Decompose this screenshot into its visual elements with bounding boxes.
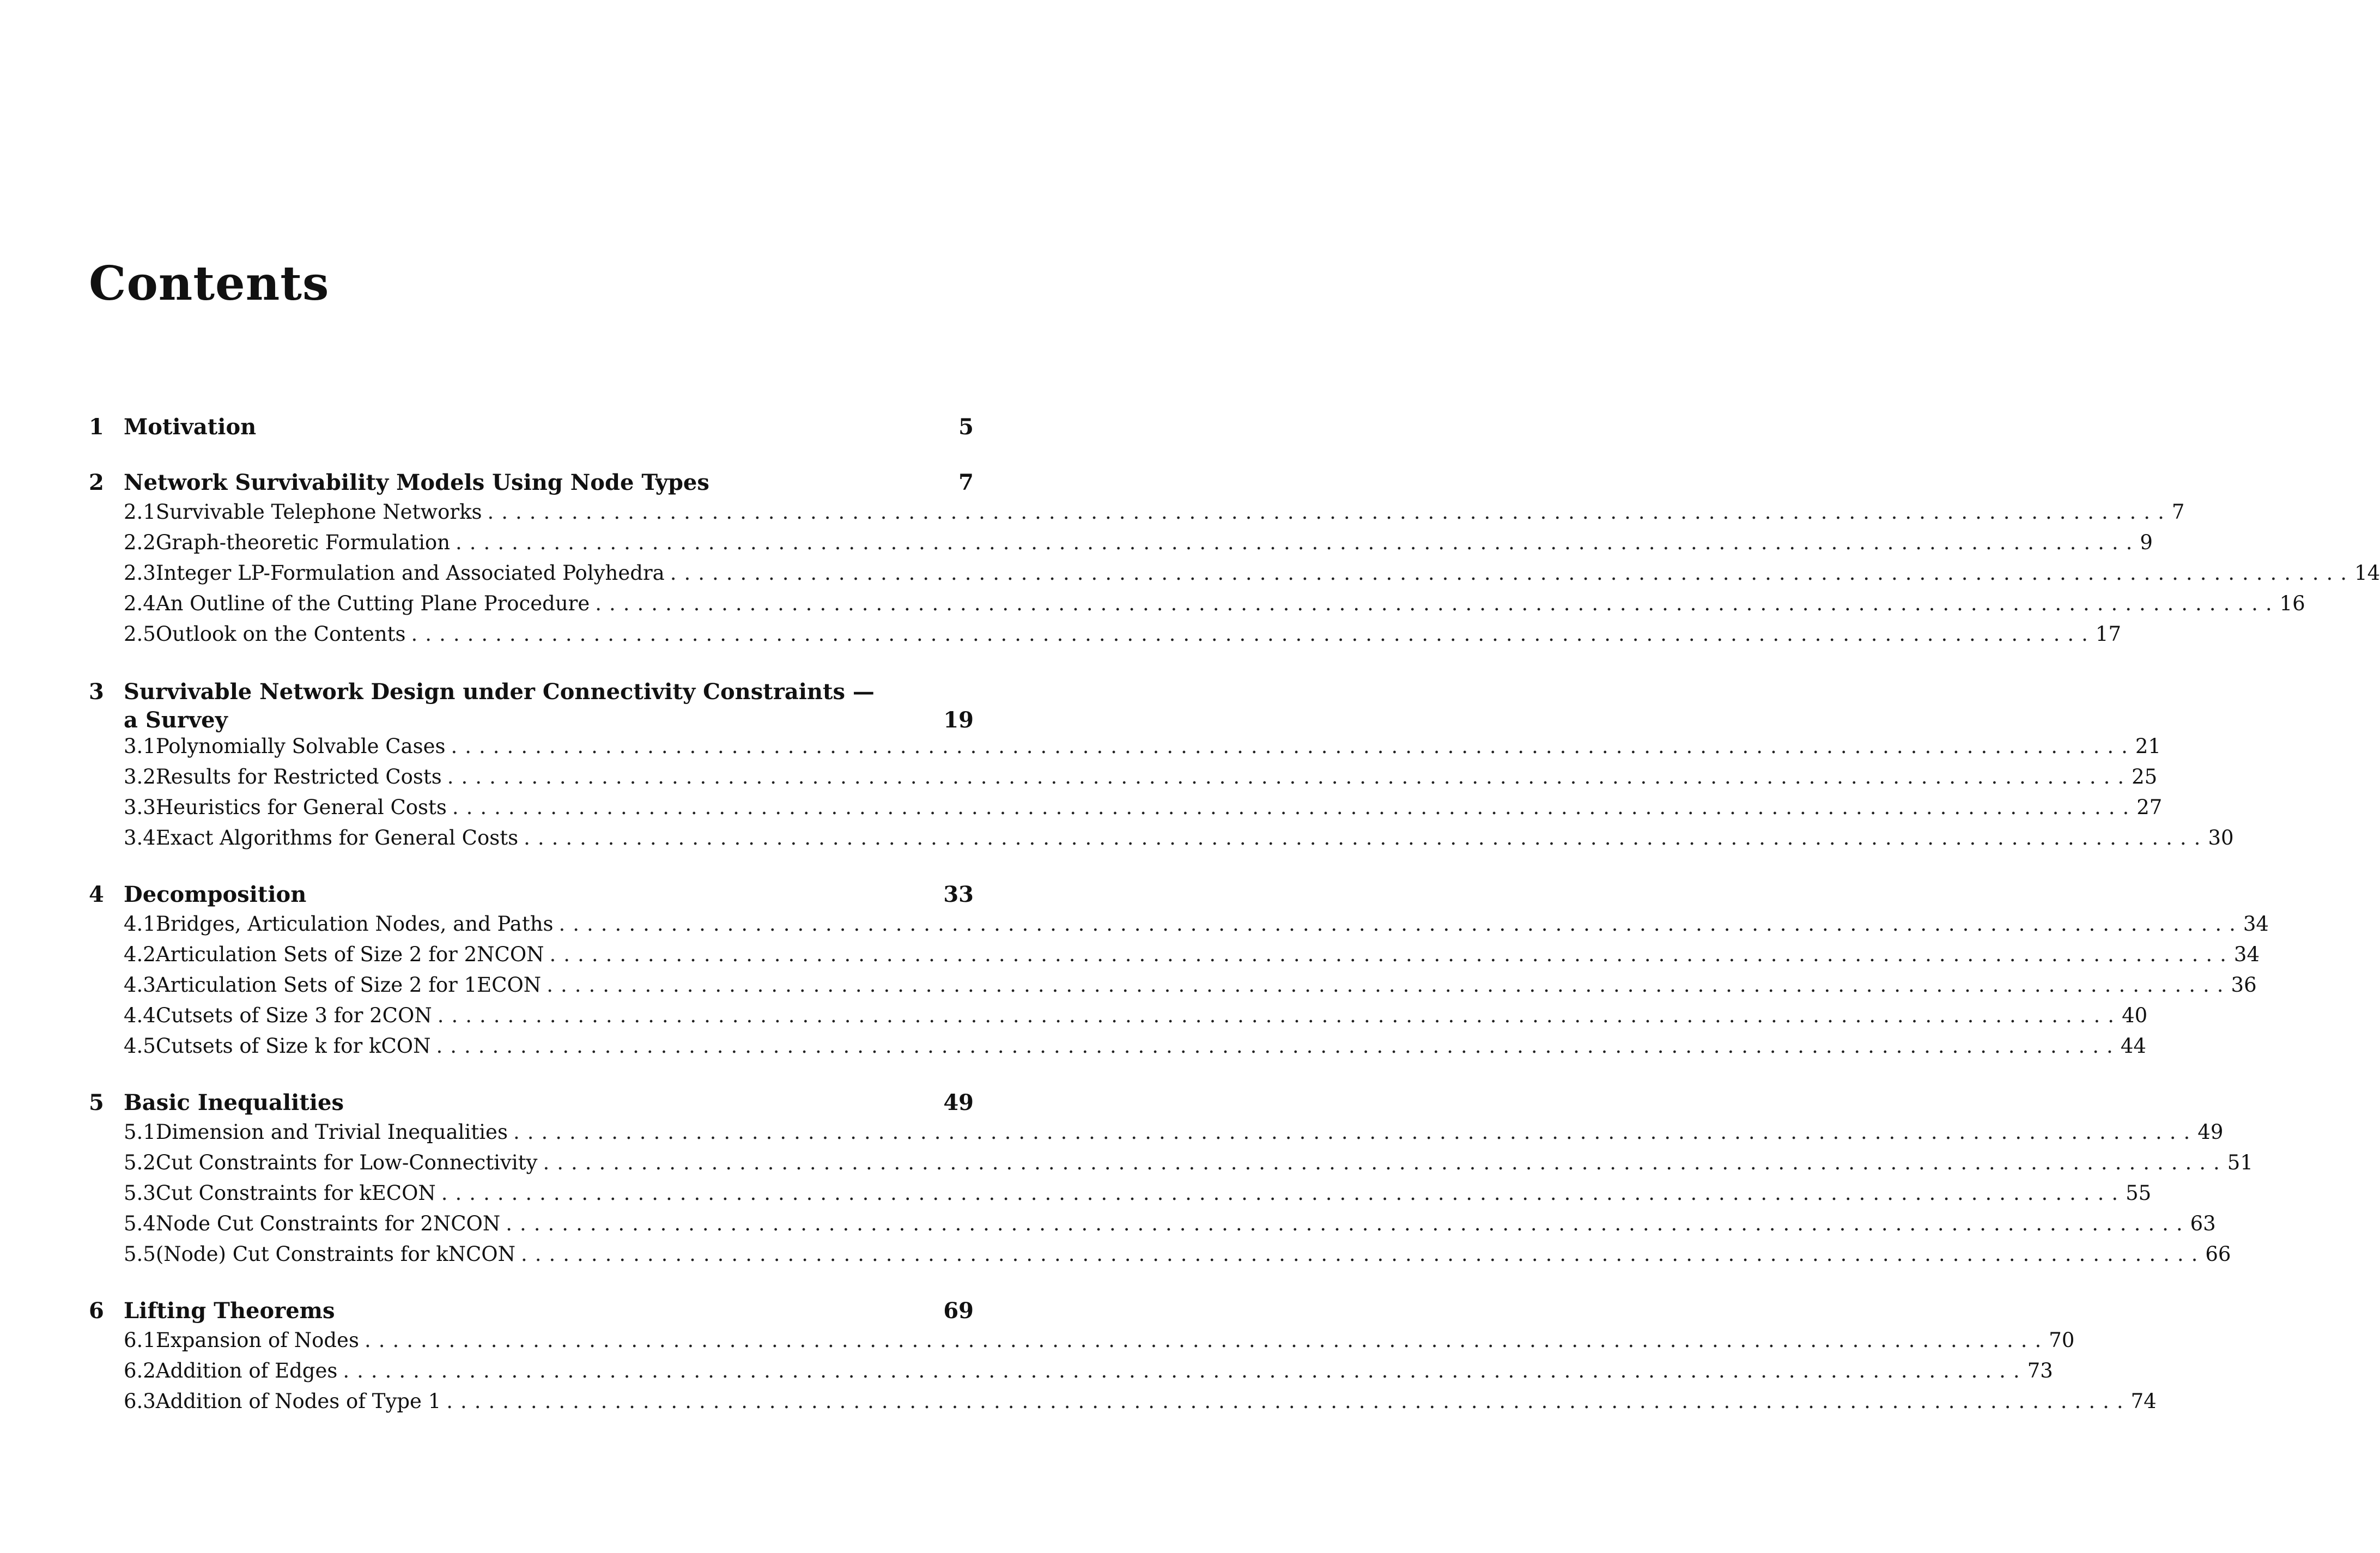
section-entry[interactable] (84, 1242, 2231, 1273)
section-entry[interactable] (84, 1034, 2146, 1065)
chapter-title-line-1: Survivable Network Design under Connectivity Constraints — (124, 679, 875, 705)
chapter-5 (84, 1090, 2253, 1273)
chapter-number: 4 (89, 882, 104, 907)
section-page: 73 (2027, 1359, 2053, 1382)
section-title: Node Cut Constraints for 2NCON (155, 1212, 501, 1235)
section-page: 17 (2095, 622, 2121, 646)
section-entry[interactable] (84, 561, 2380, 592)
chapter-heading[interactable] (84, 470, 974, 500)
section-title: An Outline of the Cutting Plane Procedure (155, 592, 590, 615)
section-title: Expansion of Nodes (155, 1328, 359, 1352)
section-title: Outlook on the Contents (155, 622, 406, 646)
section-entry[interactable] (84, 765, 2158, 796)
section-page: 36 (2231, 973, 2257, 997)
section-entry[interactable] (84, 796, 2163, 826)
chapter-number: 2 (89, 470, 104, 495)
section-title: Articulation Sets of Size 2 for 2NCON (155, 943, 544, 966)
chapter-heading[interactable] (84, 1298, 974, 1328)
section-title: Polynomially Solvable Cases (155, 735, 446, 758)
section-title: Bridges, Articulation Nodes, and Paths (155, 912, 554, 936)
section-title: Exact Algorithms for General Costs (155, 826, 519, 850)
section-entry[interactable] (84, 1004, 2148, 1034)
leader-dots: ........................................................................................................................ (447, 765, 2132, 788)
chapter-1 (84, 414, 974, 445)
section-page: 9 (2140, 531, 2153, 554)
leader-dots: ........................................................................................................................ (364, 1328, 2049, 1352)
section-number: 5.4 (124, 1212, 156, 1235)
section-title: Cut Constraints for kECON (155, 1181, 436, 1205)
section-number: 6.2 (124, 1359, 156, 1382)
section-title: Addition of Nodes of Type 1 (155, 1390, 441, 1413)
section-entry[interactable] (84, 943, 2260, 973)
chapter-title: Lifting Theorems (124, 1298, 335, 1324)
section-number: 4.3 (124, 973, 156, 997)
section-entry[interactable] (84, 1151, 2253, 1181)
section-page: 66 (2205, 1242, 2231, 1266)
chapter-number: 6 (89, 1298, 104, 1324)
section-page: 40 (2122, 1004, 2148, 1027)
section-entry[interactable] (84, 973, 2257, 1004)
chapter-title: Network Survivability Models Using Node Types (124, 470, 709, 495)
chapter-page: 19 (943, 707, 974, 733)
section-page: 55 (2126, 1181, 2152, 1205)
section-title: Cut Constraints for Low-Connectivity (155, 1151, 538, 1174)
section-number: 6.1 (124, 1328, 156, 1352)
section-number: 4.2 (124, 943, 156, 966)
section-number: 5.3 (124, 1181, 156, 1205)
leader-dots: ........................................................................................................................ (506, 1212, 2190, 1235)
section-title: Results for Restricted Costs (155, 765, 442, 788)
section-number: 2.2 (124, 531, 156, 554)
section-page: 21 (2135, 735, 2161, 758)
leader-dots: ........................................................................................................................ (343, 1359, 2027, 1382)
section-entry[interactable] (84, 735, 2161, 765)
page-title: Contents (89, 256, 330, 311)
section-title: (Node) Cut Constraints for kNCON (155, 1242, 516, 1266)
section-title: Cutsets of Size 3 for 2CON (155, 1004, 432, 1027)
chapter-title (124, 678, 930, 735)
section-number: 2.4 (124, 592, 156, 615)
section-page: 14 (2354, 561, 2380, 585)
chapter-6 (84, 1298, 2157, 1420)
section-entry[interactable] (84, 1181, 2152, 1212)
section-title: Integer LP-Formulation and Associated Polyhedra (155, 561, 665, 585)
leader-dots: ........................................................................................................................ (513, 1120, 2198, 1144)
chapter-title: Basic Inequalities (124, 1090, 344, 1115)
chapter-page: 49 (943, 1090, 974, 1115)
section-number: 3.3 (124, 796, 156, 819)
chapter-title-line-2: a Survey (124, 707, 228, 733)
leader-dots: ........................................................................................................................ (446, 1390, 2131, 1413)
section-entry[interactable] (84, 592, 2305, 622)
section-number: 3.4 (124, 826, 156, 850)
toc-list (84, 414, 2380, 1445)
section-title: Graph-theoretic Formulation (155, 531, 451, 554)
chapter-page: 7 (958, 470, 974, 495)
chapter-3 (84, 678, 2234, 857)
section-title: Articulation Sets of Size 2 for 1ECON (155, 973, 542, 997)
section-entry[interactable] (84, 826, 2234, 857)
leader-dots: ........................................................................................................................ (436, 1034, 2121, 1058)
chapter-heading[interactable] (84, 882, 974, 912)
leader-dots: ........................................................................................................................ (456, 531, 2140, 554)
section-title: Survivable Telephone Networks (155, 500, 482, 524)
leader-dots: ........................................................................................................................ (549, 943, 2234, 966)
section-title: Addition of Edges (155, 1359, 338, 1382)
leader-dots: ........................................................................................................................ (411, 622, 2096, 646)
section-page: 34 (2233, 943, 2260, 966)
leader-dots: ........................................................................................................................ (595, 592, 2280, 615)
section-number: 6.3 (124, 1390, 156, 1413)
section-title: Dimension and Trivial Inequalities (155, 1120, 508, 1144)
leader-dots: ........................................................................................................................ (452, 796, 2137, 819)
section-page: 30 (2208, 826, 2234, 850)
section-number: 4.1 (124, 912, 156, 936)
leader-dots: ........................................................................................................................ (547, 973, 2231, 997)
chapter-2 (84, 470, 2380, 653)
chapter-number: 1 (89, 414, 104, 440)
section-page: 74 (2130, 1390, 2157, 1413)
section-number: 5.5 (124, 1242, 156, 1266)
section-entry[interactable] (84, 500, 2185, 531)
leader-dots: ........................................................................................................................ (437, 1004, 2122, 1027)
chapter-page: 69 (943, 1298, 974, 1324)
chapter-number: 5 (89, 1090, 104, 1115)
chapter-title: Decomposition (124, 882, 307, 907)
chapter-page: 33 (943, 882, 974, 907)
chapter-number: 3 (89, 679, 104, 705)
section-entry[interactable] (84, 912, 2269, 943)
section-page: 51 (2227, 1151, 2253, 1174)
section-number: 5.2 (124, 1151, 156, 1174)
leader-dots: ........................................................................................................................ (451, 735, 2135, 758)
section-page: 27 (2136, 796, 2163, 819)
leader-dots: ........................................................................................................................ (521, 1242, 2206, 1266)
section-number: 4.5 (124, 1034, 156, 1058)
section-entry[interactable] (84, 1212, 2216, 1242)
section-title: Heuristics for General Costs (155, 796, 447, 819)
leader-dots: ........................................................................................................................ (524, 826, 2208, 850)
section-entry[interactable] (84, 1120, 2224, 1151)
chapter-page: 5 (958, 414, 974, 440)
section-entry[interactable] (84, 531, 2153, 561)
leader-dots: ........................................................................................................................ (558, 912, 2243, 936)
section-number: 4.4 (124, 1004, 156, 1027)
leader-dots: ........................................................................................................................ (543, 1151, 2227, 1174)
section-page: 16 (2279, 592, 2305, 615)
leader-dots: ........................................................................................................................ (441, 1181, 2126, 1205)
section-page: 25 (2132, 765, 2158, 788)
section-number: 2.1 (124, 500, 156, 524)
section-number: 3.2 (124, 765, 156, 788)
section-page: 7 (2171, 500, 2185, 524)
section-title: Cutsets of Size k for kCON (155, 1034, 431, 1058)
leader-dots: ........................................................................................................................ (487, 500, 2172, 524)
section-number: 2.3 (124, 561, 156, 585)
section-number: 2.5 (124, 622, 156, 646)
section-page: 34 (2243, 912, 2269, 936)
chapter-title: Motivation (124, 414, 257, 440)
section-number: 5.1 (124, 1120, 156, 1144)
section-page: 44 (2120, 1034, 2146, 1058)
section-page: 70 (2049, 1328, 2075, 1352)
leader-dots: ........................................................................................................................ (670, 561, 2355, 585)
chapter-4 (84, 882, 2269, 1065)
section-entry[interactable] (84, 1359, 2053, 1390)
chapter-heading[interactable] (84, 1090, 974, 1120)
section-entry[interactable] (84, 622, 2121, 653)
section-entry[interactable] (84, 1328, 2075, 1359)
section-page: 63 (2190, 1212, 2216, 1235)
section-page: 49 (2197, 1120, 2224, 1144)
chapter-heading[interactable] (84, 414, 974, 445)
section-entry[interactable] (84, 1390, 2157, 1420)
chapter-heading[interactable] (84, 678, 974, 735)
section-number: 3.1 (124, 735, 156, 758)
